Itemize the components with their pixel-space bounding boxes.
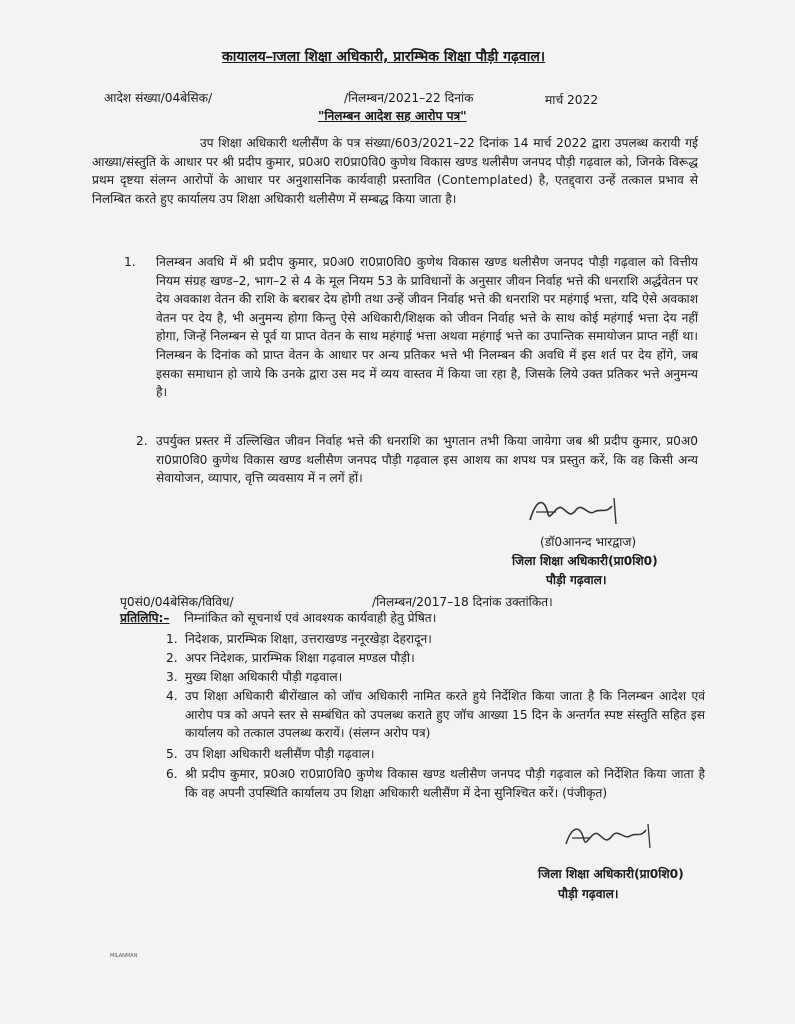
signatory-name: (डॉ0आनन्द भारद्वाज) — [540, 535, 637, 549]
order-date: मार्च 2022 — [545, 93, 599, 107]
clause-text: निलम्बन अवधि में श्री प्रदीप कुमार, प्र0अ0 रा0प्रा0वि0 कुणेथ विकास खण्ड थलीसैण जनपद पौड़ी गढ़वाल को वित्तीय नियम संग्रह खण्ड–2, भाग–2 से 4 के मूल नियम 53 के प्राविधानों के अनुसार जीवन निर्वाह भत्ते की धनराशि अर्द्धवेतन पर देय अवकाश वेतन की राशि के बराबर देय होगी तथा उन्हें जीवन निर्वाह भत्ते की धनराशि पर महंगाई भत्ता, यदि ऐसे अवकाश वेतन पर देय है, भी अनुमन्य होगा किन्तु ऐसे अधिकारी/शिक्षक को जीवन निर्वाह भत्ते के साथ कोई महंगाई भत्ता देय नहीं होगा, जिन्हें निलम्बन से पूर्व या प्राप्त वेतन के साथ महंगाई भत्ता अथवा महंगाई भत्ते का उपान्तिक समायोजन प्राप्त नहीं था। निलम्बन के दिनांक को प्राप्त वेतन के आधार पर अन्य प्रतिकर भत्ते भी निलम्बन की अवधि में इस शर्त पर देय होंगे, जब इसका समाधान हो जाये कि उनके द्वारा उस मद में व्यय वास्तव में किया जा रहा है, जिसके लिये उक्त प्रतिकर भत्ते अनुमन्य है। — [156, 255, 698, 400]
order-reference: /निलम्बन/2021–22 दिनांक — [344, 91, 474, 105]
endorsement-reference: /निलम्बन/2017–18 दिनांक उक्तांकित। — [372, 595, 553, 609]
copy-item-text: उप शिक्षा अधिकारी थलीसैंण पौड़ी गढ़वाल। — [185, 747, 375, 761]
signature-image — [522, 490, 632, 532]
copy-item-number: 4. — [166, 689, 178, 703]
copy-item-number: 3. — [166, 670, 178, 684]
signatory-place: पौड़ी गढ़वाल। — [546, 573, 607, 587]
order-subject: "निलम्बन आदेश सह आरोप पत्र" — [318, 109, 467, 123]
signature-image — [560, 818, 660, 854]
order-number: आदेश संख्या/04बेसिक/ — [104, 91, 213, 105]
copy-label: प्रतिलिपि:– — [120, 611, 170, 625]
copy-item-number: 2. — [166, 651, 178, 665]
signatory-designation: जिला शिक्षा अधिकारी(प्रा0शि0) — [512, 554, 658, 568]
signatory-place: पौड़ी गढ़वाल। — [558, 887, 619, 901]
copy-item-number: 5. — [166, 747, 178, 761]
signatory-designation: जिला शिक्षा अधिकारी(प्रा0शि0) — [538, 867, 684, 881]
copy-item-number: 1. — [166, 632, 178, 646]
copy-item-text: निदेशक, प्रारम्भिक शिक्षा, उत्तराखण्ड ननूरखेड़ा देहरादून। — [185, 632, 432, 646]
copy-intro: निम्नांकित को सूचनार्थ एवं आवश्यक कार्यवाही हेतु प्रेषित। — [184, 611, 437, 625]
clause-number: 2. — [136, 434, 148, 448]
office-title: कायालय–ाजला शिक्षा अधिकारी, प्रारम्भिक शिक्षा पौड़ी गढ़वाल। — [222, 49, 546, 65]
intro-paragraph: उप शिक्षा अधिकारी थलीसैंण के पत्र संख्या/603/2021–22 दिनांक 14 मार्च 2022 द्वारा उपलब्ध करायी गई आख्या/संस्तुति के आधार पर श्री प्रदीप कुमार, प्र0अ0 रा0प्रा0वि0 कुणेथ विकास खण्ड थलीसैण जनपद पौड़ी गढ़वाल को, जिनके विरूद्ध प्रथम दृष्टया संलग्न आरोपों के आधार पर अनुशासनिक कार्यवाही प्रस्तावित (Contemplated) है, एतद्द्वारा उन्हें तत्काल प्रभाव से निलम्बित करते हुए कार्यालय उप शिक्षा अधिकारी थलीसैण में सम्बद्ध किया जाता है। — [92, 136, 698, 206]
clause-text: उपर्युक्त प्रस्तर में उल्लिखित जीवन निर्वाह भत्ते की धनराशि का भुगतान तभी किया जायेगा जब श्री प्रदीप कुमार, प्र0अ0 रा0प्रा0वि0 कुणेथ विकास खण्ड थलीसैण जनपद पौड़ी गढ़वाल इस आशय का शपथ पत्र प्रस्तुत करें, कि वह किसी अन्य सेवायोजन, व्यापार, वृत्ति व्यवसाय में न लगें हों। — [156, 434, 698, 486]
copy-item-text: श्री प्रदीप कुमार, प्र0अ0 रा0प्रा0वि0 कुणेथ विकास खण्ड थलीसैण जनपद पौड़ी गढ़वाल को निर्देशित किया जाता है कि वह अपनी उपस्थिति कार्यालय उप शिक्षा अधिकारी थलीसैंण में देना सुनिश्चित करें। (पंजीकृत) — [185, 767, 705, 800]
copy-item-number: 6. — [166, 767, 178, 781]
footer-mark: MILANMAN — [110, 953, 138, 959]
copy-item-text: अपर निदेशक, प्रारम्भिक शिक्षा गढ़वाल मण्डल पौड़ी। — [185, 651, 415, 665]
copy-item-text: उप शिक्षा अधिकारी बीरोंखाल को जॉच अधिकारी नामित करते हुये निर्देशित किया जाता है कि निलम्बन आदेश एवं आरोप पत्र को अपने स्तर से सम्बंधित को उपलब्ध कराते हुए जॉच आख्या 15 दिन के अन्तर्गत स्पष्ट संस्तुति सहित इस कार्यालय को तत्काल उपलब्ध करायें। (संलग्न अरोप पत्र) — [185, 689, 705, 741]
endorsement-number: पृ0सं0/04बेसिक/विविध/ — [120, 595, 234, 609]
clause-number: 1. — [124, 255, 136, 269]
copy-item-text: मुख्य शिक्षा अधिकारी पौड़ी गढ़वाल। — [185, 670, 343, 684]
